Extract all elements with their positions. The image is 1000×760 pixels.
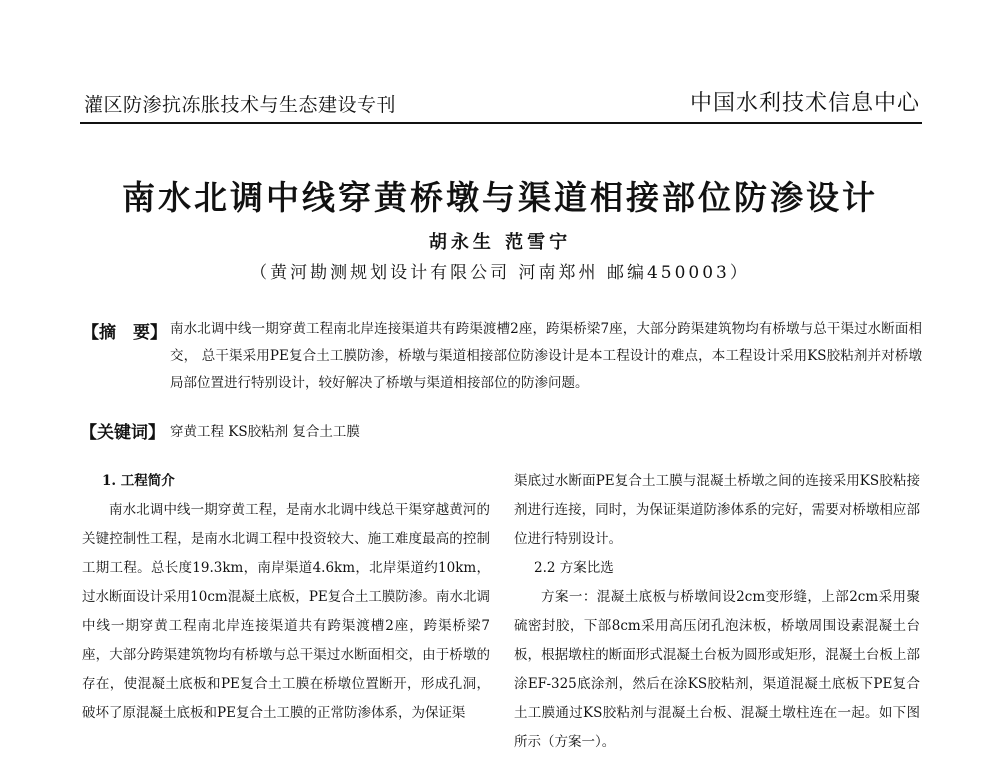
affiliation: （黄河勘测规划设计有限公司 河南郑州 邮编450003） (250, 263, 750, 283)
keywords-text: 穿黄工程 KS胶粘剂 复合土工膜 (170, 424, 360, 440)
paragraph: 方案一：混凝土底板与桥墩间设2cm变形缝，上部2cm采用聚硫密封胶，下部8cm采用高压闭孔泡沫板，桥墩周围设素混凝土台板，根据墩柱的断面形式混凝土台板为圆形或矩形，混凝土台板上部涂EF-325底涂剂，然后在涂KS胶粘剂，渠道混凝土底板下PE复合土工膜通过KS胶粘剂与混凝土台板、混凝土墩柱连在一起。如下图所示（方案一）。 (514, 589, 920, 750)
keywords-label: 【关键词】 (80, 423, 165, 443)
section-heading: 1. 工程简介 (102, 473, 175, 489)
journal-title: 灌区防渗抗冻胀技术与生态建设专刊 (84, 94, 397, 116)
abstract-text: 南水北调中线一期穿黄工程南北岸连接渠道共有跨渠渡槽2座，跨渠桥梁7座，大部分跨渠建筑物均有桥墩与总干渠过水断面相交， 总干渠采用PE复合土工膜防渗，桥墩与渠道相接部位防渗设计是本工程设计的难点，本工程设计采用KS胶粘剂并对桥墩局部位置进行特别设计，较好解决了桥墩与渠道相接部位的防渗问题。 (170, 321, 922, 391)
right-column (514, 467, 920, 757)
publisher-name: 中国水利技术信息中心 (689, 91, 920, 116)
paragraph: 南水北调中线一期穿黄工程，是南水北调中线总干渠穿越黄河的关键控制性工程，是南水北调工程中投资较大、施工难度最高的控制工期工程。总长度19.3km，南岸渠道4.6km，北岸渠道约10km，过水断面设计采用10cm混凝土底板，PE复合土工膜防渗。南水北调中线一期穿黄工程南北岸连接渠道共有跨渠渡槽2座，跨渠桥梁7座，大部分跨渠建筑物均有桥墩与总干渠过水断面相交，由于桥墩的存在，使混凝土底板和PE复合土工膜在桥墩位置断开，形成孔洞，破坏了原混凝土底板和PE复合土工膜的正常防渗体系，为保证渠 (82, 502, 490, 721)
subsection-heading: 2.2 方案比选 (534, 560, 614, 576)
authors: 胡永生 范雪宁 (428, 232, 572, 253)
paragraph: 渠底过水断面PE复合土工膜与混凝土桥墩之间的连接采用KS胶粘接剂进行连接，同时，为保证渠道防渗体系的完好，需要对桥墩相应部位进行特别设计。 (514, 473, 920, 547)
abstract-label: 【摘 要】 (82, 323, 167, 343)
paper-title: 南水北调中线穿黄桥墩与渠道相接部位防渗设计 (122, 178, 878, 217)
header-divider (80, 122, 922, 124)
left-column (82, 467, 490, 728)
